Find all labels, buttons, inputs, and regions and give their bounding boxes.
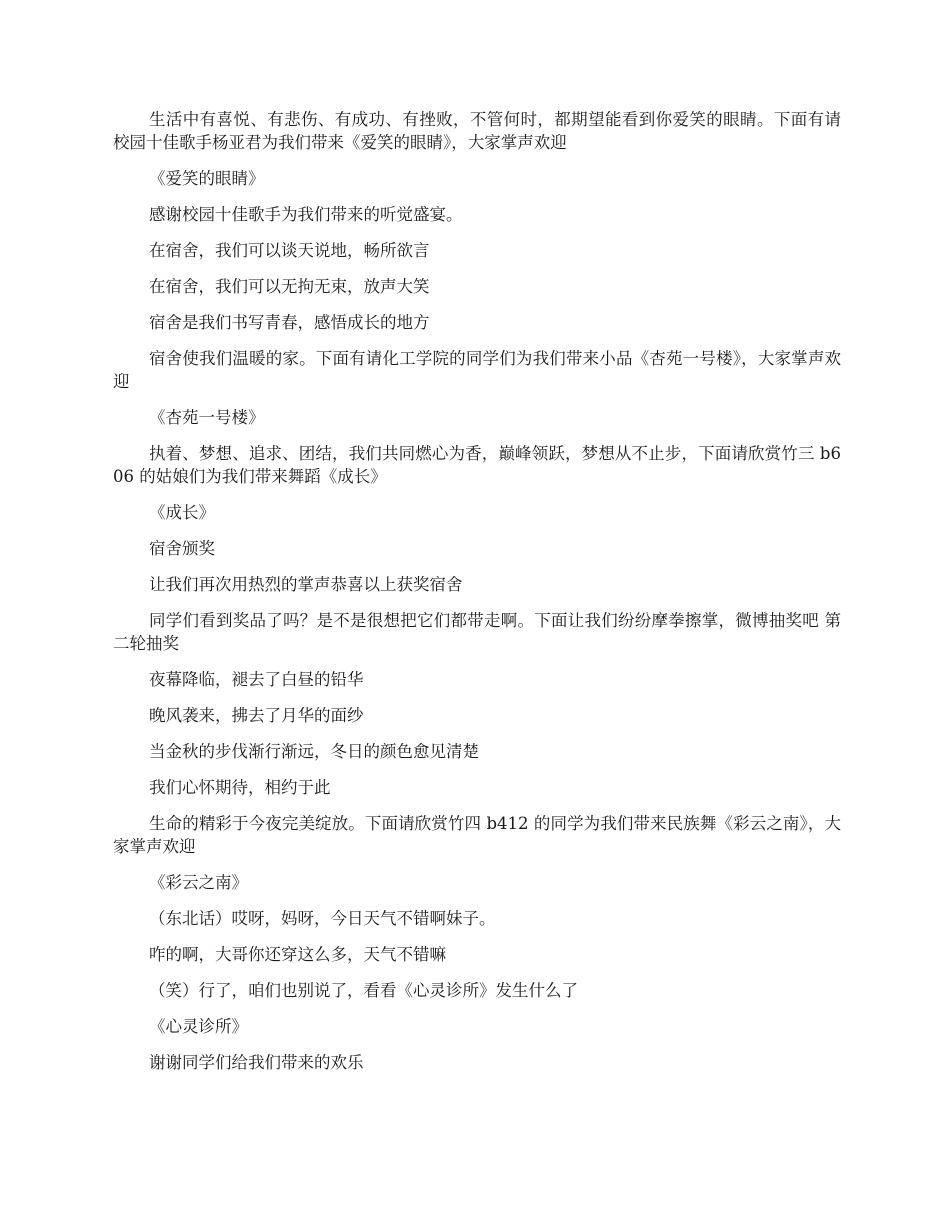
paragraph: 让我们再次用热烈的掌声恭喜以上获奖宿舍 bbox=[149, 575, 463, 594]
paragraph: 在宿舍，我们可以无拘无束，放声大笑 bbox=[149, 277, 430, 296]
paragraph: （笑）行了，咱们也别说了，看看《心灵诊所》发生什么了 bbox=[149, 981, 578, 1000]
paragraph: 《彩云之南》 bbox=[149, 873, 248, 892]
document-body bbox=[113, 108, 841, 1087]
paragraph: 咋的啊，大哥你还穿这么多，天气不错嘛 bbox=[149, 945, 446, 964]
paragraph: 《杏苑一号楼》 bbox=[149, 408, 265, 427]
paragraph: 谢谢同学们给我们带来的欢乐 bbox=[149, 1053, 364, 1072]
paragraph: 晚风袭来，拂去了月华的面纱 bbox=[149, 706, 364, 725]
paragraph: 《心灵诊所》 bbox=[149, 1017, 248, 1036]
paragraph: 宿舍是我们书写青春，感悟成长的地方 bbox=[149, 313, 430, 332]
paragraph: 《成长》 bbox=[149, 503, 215, 522]
paragraph: 宿舍颁奖 bbox=[149, 539, 215, 558]
paragraph: 执着、梦想、追求、团结，我们共同燃心为香，巅峰领跃，梦想从不止步，下面请欣赏竹三 b606 的姑娘们为我们带来舞蹈《成长》 bbox=[113, 444, 841, 486]
paragraph: 生活中有喜悦、有悲伤、有成功、有挫败，不管何时，都期望能看到你爱笑的眼睛。下面有请校园十佳歌手杨亚君为我们带来《爱笑的眼睛》，大家掌声欢迎 bbox=[113, 110, 841, 152]
paragraph: 在宿舍，我们可以谈天说地，畅所欲言 bbox=[149, 241, 430, 260]
paragraph: 夜幕降临，褪去了白昼的铅华 bbox=[149, 670, 364, 689]
paragraph: 感谢校园十佳歌手为我们带来的听觉盛宴。 bbox=[149, 205, 463, 224]
paragraph: （东北话）哎呀，妈呀，今日天气不错啊妹子。 bbox=[149, 909, 496, 928]
paragraph: 我们心怀期待，相约于此 bbox=[149, 778, 331, 797]
paragraph: 生命的精彩于今夜完美绽放。下面请欣赏竹四 b412 的同学为我们带来民族舞《彩云之南》，大家掌声欢迎 bbox=[113, 814, 841, 856]
paragraph: 《爱笑的眼睛》 bbox=[149, 169, 265, 188]
paragraph: 同学们看到奖品了吗？是不是很想把它们都带走啊。下面让我们纷纷摩拳擦掌，微博抽奖吧 第二轮抽奖 bbox=[113, 611, 841, 653]
paragraph: 当金秋的步伐渐行渐远，冬日的颜色愈见清楚 bbox=[149, 742, 479, 761]
paragraph: 宿舍使我们温暖的家。下面有请化工学院的同学们为我们带来小品《杏苑一号楼》，大家掌声欢迎 bbox=[113, 349, 841, 391]
